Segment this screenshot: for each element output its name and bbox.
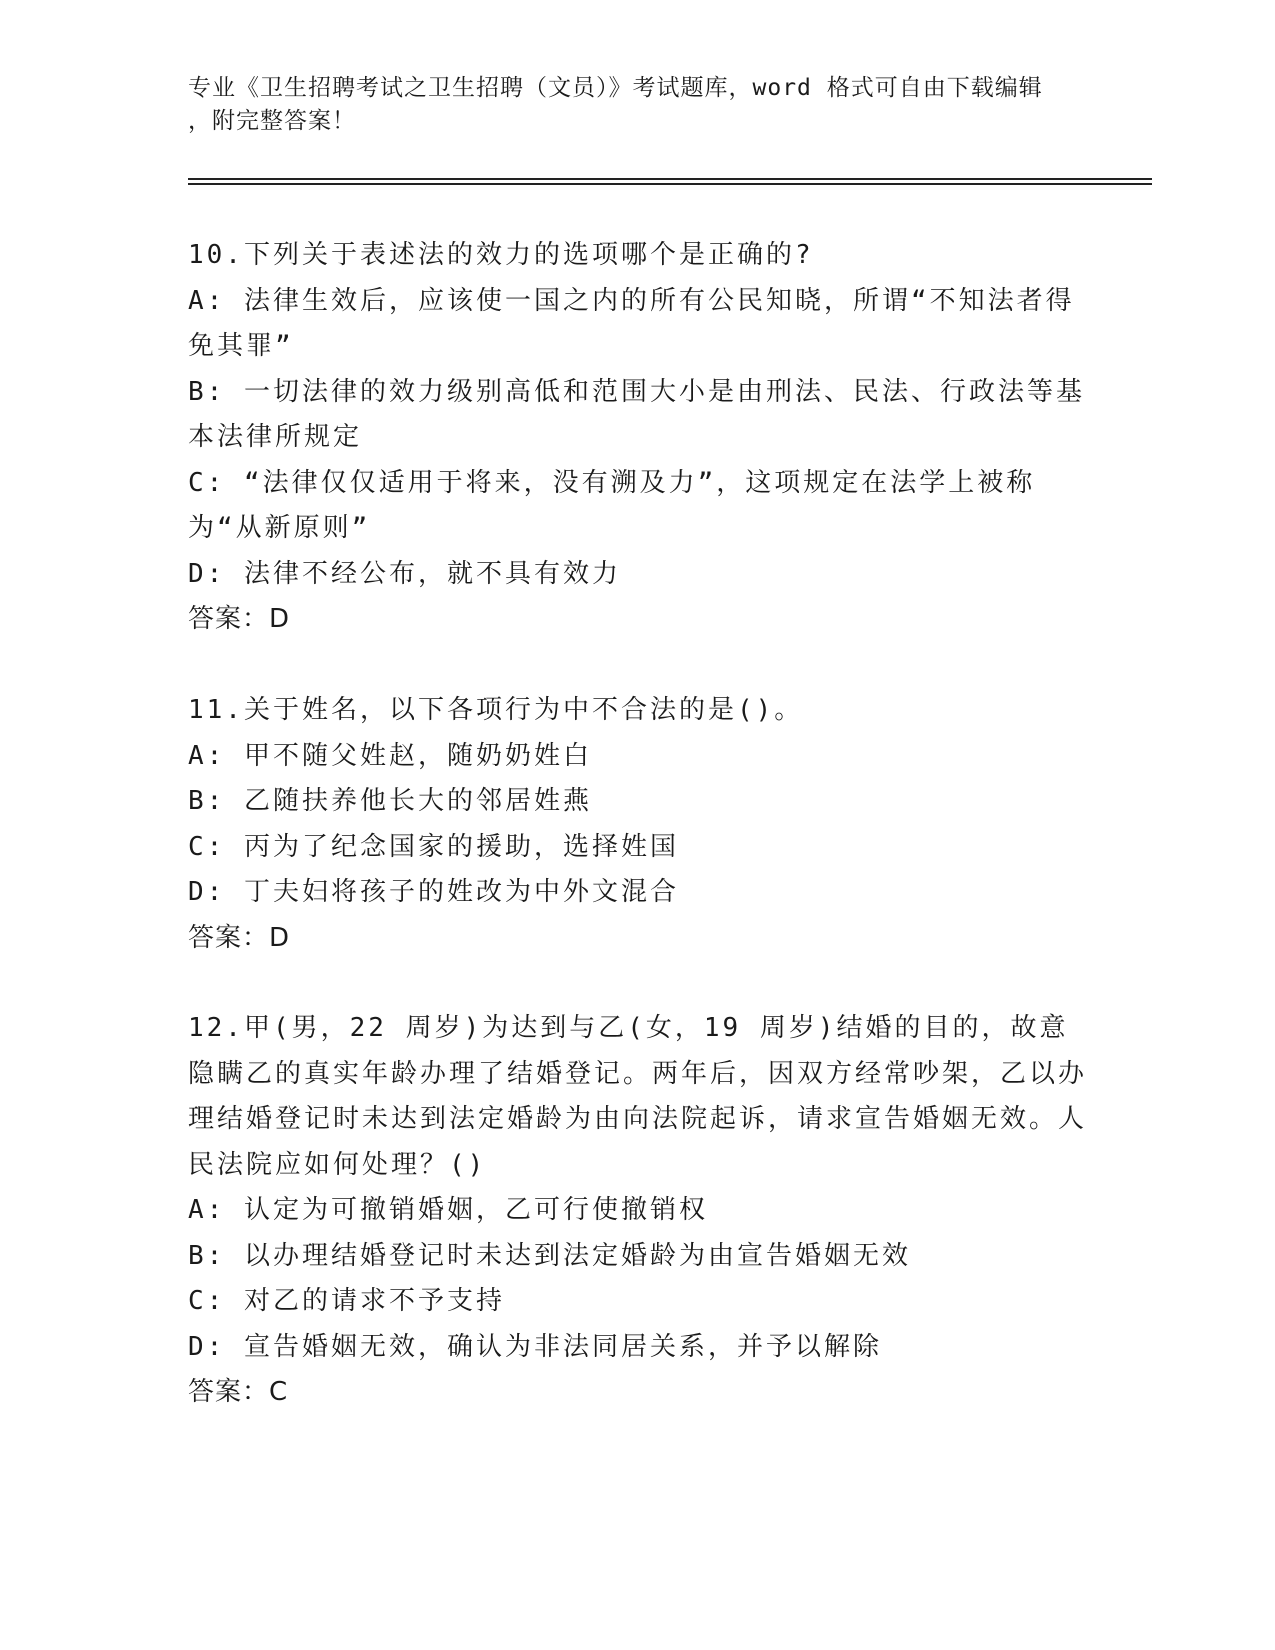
- question-11: [188, 688, 1088, 961]
- option-a: A: 甲不随父姓赵，随奶奶姓白: [188, 740, 592, 771]
- option-d: D: 法律不经公布，就不具有效力: [188, 558, 621, 589]
- question-stem: 12.甲(男，22 周岁)为达到与乙(女，19 周岁)结婚的目的，故意隐瞒乙的真实年龄办理了结婚登记。两年后，因双方经常吵架，乙以办理结婚登记时未达到法定婚龄为由向法院起诉，请求宣告婚姻无效。人民法院应如何处理？(): [188, 1013, 1088, 1180]
- answer: 答案：C: [188, 1377, 289, 1407]
- header-divider-top: [188, 178, 1152, 180]
- answer: 答案：D: [188, 922, 291, 953]
- header-line-2: ，附完整答案！: [188, 108, 356, 134]
- option-b: B: 乙随扶养他长大的邻居姓燕: [188, 786, 592, 816]
- option-b: B: 一切法律的效力级别高低和范围大小是由刑法、民法、行政法等基本法律所规定: [188, 376, 1085, 452]
- option-d: D: 宣告婚姻无效，确认为非法同居关系，并予以解除: [188, 1331, 882, 1362]
- question-12: [188, 1006, 1088, 1416]
- option-d: D: 丁夫妇将孩子的姓改为中外文混合: [188, 877, 679, 907]
- question-10: [188, 233, 1088, 643]
- option-a: A: 法律生效后，应该使一国之内的所有公民知晓，所谓“不知法者得免其罪”: [188, 285, 1075, 361]
- answer: 答案：D: [188, 604, 291, 634]
- option-a: A: 认定为可撤销婚姻，乙可行使撤销权: [188, 1195, 708, 1225]
- header-line-1: 专业《卫生招聘考试之卫生招聘（文员）》考试题库，word 格式可自由下载编辑: [188, 75, 1043, 101]
- document-header: [188, 72, 1068, 138]
- option-c: C: 对乙的请求不予支持: [188, 1286, 505, 1316]
- option-c: C: “法律仅仅适用于将来，没有溯及力”，这项规定在法学上被称为“从新原则”: [188, 467, 1036, 543]
- question-stem: 11.关于姓名，以下各项行为中不合法的是()。: [188, 695, 804, 725]
- option-b: B: 以办理结婚登记时未达到法定婚龄为由宣告婚姻无效: [188, 1240, 911, 1271]
- header-divider-bottom: [188, 183, 1152, 185]
- question-stem: 10.下列关于表述法的效力的选项哪个是正确的?: [188, 240, 814, 270]
- option-c: C: 丙为了纪念国家的援助，选择姓国: [188, 831, 679, 862]
